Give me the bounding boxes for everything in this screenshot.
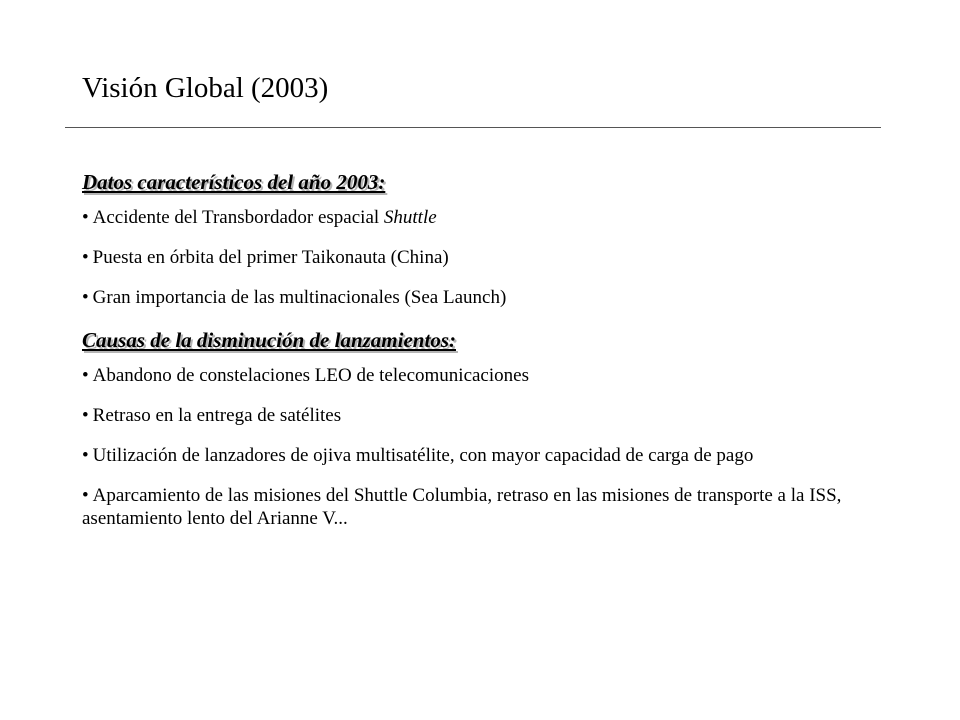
list-item: [82, 444, 872, 467]
slide-title: Visión Global (2003): [82, 72, 329, 104]
list-item: [82, 246, 872, 269]
bullet: •: [82, 287, 89, 308]
list-item-text: Retraso en la entrega de satélites: [92, 405, 342, 426]
bullet: •: [82, 445, 89, 466]
slide-content: [82, 168, 872, 547]
list-item-text: Puesta en órbita del primer Taikonauta (China): [92, 247, 449, 268]
list-item: [82, 286, 872, 309]
section-heading-causas: Causas de la disminución de lanzamientos:: [82, 328, 456, 352]
list-item-text: Accidente del Transbordador espacial: [92, 207, 384, 228]
list-item-text: Aparcamiento de las misiones del Shuttle Columbia, retraso en las misiones de transporte a la ISS, asentamiento lento del Arianne V...: [82, 485, 842, 529]
section-heading-datos: Datos característicos del año 2003:: [82, 170, 386, 194]
list-item: [82, 364, 872, 387]
list-item-text: Utilización de lanzadores de ojiva multisatélite, con mayor capacidad de carga de pago: [92, 445, 754, 466]
list-item: [82, 404, 872, 427]
bullet: •: [82, 365, 89, 386]
list-item-text: Gran importancia de las multinacionales (Sea Launch): [92, 287, 507, 308]
list-item-emphasis: Shuttle: [383, 207, 437, 228]
list-item: [82, 484, 872, 530]
bullet: •: [82, 207, 89, 228]
bullet: •: [82, 405, 89, 426]
list-item-text: Abandono de constelaciones LEO de telecomunicaciones: [92, 365, 529, 386]
bullet: •: [82, 485, 89, 506]
title-divider: [65, 127, 881, 128]
bullet: •: [82, 247, 89, 268]
list-item: [82, 206, 872, 229]
